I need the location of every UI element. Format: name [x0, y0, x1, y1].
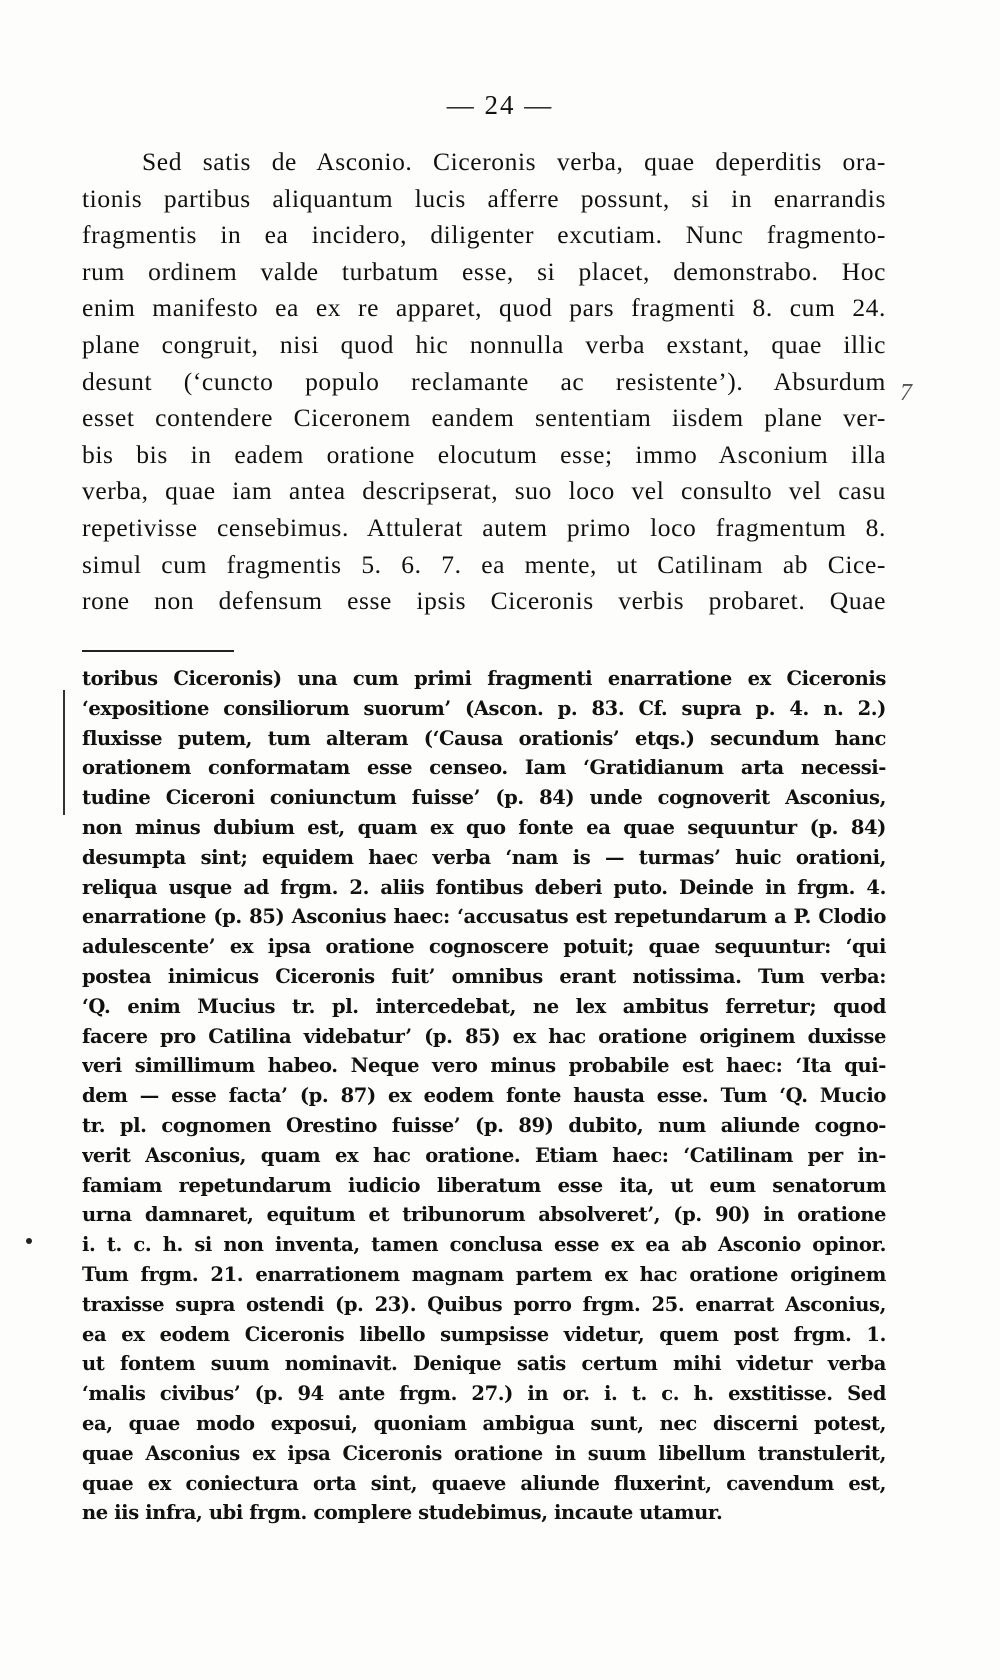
footnote-line: ut fontem suum nominavit. Denique satis certum mihi videtur verba [82, 1352, 886, 1376]
footnote-line: reliqua usque ad frgm. 2. aliis fontibus deberi puto. Deinde in frgm. 4. [82, 875, 886, 899]
footnote-line: dem — esse facta’ (p. 87) ex eodem fonte hausta esse. Tum ‘Q. Mucio [82, 1084, 886, 1108]
footnote-line: quae ex coniectura orta sint, quaeve aliunde fluxerint, cavendum est, [82, 1471, 886, 1495]
main-line: plane congruit, nisi quod hic nonnulla verba exstant, quae illic [82, 329, 886, 359]
main-line: rum ordinem valde turbatum esse, si placet, demonstrabo. Hoc [82, 256, 886, 286]
footnote-line: non minus dubium est, quam ex quo fonte ea quae sequuntur (p. 84) [82, 815, 886, 839]
footnote-line: ea, quae modo exposui, quoniam ambigua sunt, nec discerni potest, [82, 1411, 886, 1435]
footnote-line: orationem conformatam esse censeo. Iam ‘Gratidianum arta necessi- [82, 756, 886, 780]
footnote-line: tudine Ciceroni coniunctum fuisse’ (p. 84) unde cognoverit Asconius, [82, 786, 886, 810]
footnote-line: ‘malis civibus’ (p. 94 ante frgm. 27.) in or. i. t. c. h. exstitisse. Sed [82, 1382, 886, 1406]
page-number: — 24 — [446, 90, 554, 120]
footnote-rule [82, 650, 234, 652]
footnote-line: traxisse supra ostendi (p. 23). Quibus porro frgm. 25. enarrat Asconius, [82, 1292, 886, 1316]
main-line: simul cum fragmentis 5. 6. 7. ea mente, ut Catilinam ab Cice- [82, 549, 886, 579]
main-line: repetivisse censebimus. Attulerat autem primo loco fragmentum 8. [82, 512, 886, 542]
footnote-line: fluxisse putem, tum alteram (‘Causa orationis’ etqs.) secundum hanc [82, 726, 886, 750]
main-line: desunt (‘cuncto populo reclamante ac resistente’). Absurdum [82, 366, 886, 396]
main-line: esset contendere Ciceronem eandem sententiam iisdem plane ver- [82, 403, 886, 433]
main-line: Sed satis de Asconio. Ciceronis verba, quae deperditis ora- [142, 147, 886, 176]
footnote-line: verit Asconius, quam ex hac oratione. Etiam haec: ‘Catilinam per in- [82, 1143, 886, 1167]
main-line: tionis partibus aliquantum lucis afferre possunt, si in enarrandis [82, 183, 886, 213]
margin-bar [63, 690, 65, 815]
footnote-line: famiam repetundarum iudicio liberatum esse ita, ut eum senatorum [82, 1173, 886, 1197]
margin-dot [26, 1238, 32, 1244]
footnote-line: ‘expositione consiliorum suorum’ (Ascon. p. 83. Cf. supra p. 4. n. 2.) [82, 696, 886, 720]
footnote-line: ea ex eodem Ciceronis libello sumpsisse videtur, quem post frgm. 1. [82, 1322, 886, 1346]
footnote-line: postea inimicus Ciceronis fuit’ omnibus erant notissima. Tum verba: [82, 964, 886, 988]
footnote-line: desumpta sint; equidem haec verba ‘nam is — turmas’ huic orationi, [82, 845, 886, 869]
main-line: bis bis in eadem oratione elocutum esse; immo Asconium illa [82, 439, 886, 469]
margin-mark: 7 [900, 380, 912, 406]
footnote-line: ‘Q. enim Mucius tr. pl. intercedebat, ne lex ambitus ferretur; quod [82, 994, 886, 1018]
footnote-line: ne iis infra, ubi frgm. complere studebimus, incaute utamur. [82, 1501, 723, 1525]
footnote-line: i. t. c. h. si non inventa, tamen conclusa esse ex ea ab Asconio opinor. [82, 1233, 886, 1257]
footnote-line: facere pro Catilina videbatur’ (p. 85) ex hac oratione originem duxisse [82, 1024, 886, 1048]
footnote-line: adulescente’ ex ipsa oratione cognoscere potuit; quae sequuntur: ‘qui [82, 935, 886, 959]
footnote-line: toribus Ciceronis) una cum primi fragmenti enarratione ex Ciceronis [82, 667, 886, 690]
footnote-line: enarratione (p. 85) Asconius haec: ‘accusatus est repetundarum a P. Clodio [82, 905, 886, 929]
footnote-line: quae Asconius ex ipsa Ciceronis oratione in suum libellum transtulerit, [82, 1441, 886, 1465]
main-line: enim manifesto ea ex re apparet, quod pars fragmenti 8. cum 24. [82, 293, 886, 323]
main-text-block [82, 144, 886, 620]
main-line: rone non defensum esse ipsis Ciceronis verbis probaret. Quae [82, 586, 886, 616]
footnote-text-block [82, 664, 886, 1528]
footnote-line: urna damnaret, equitum et tribunorum absolveret’, (p. 90) in oratione [82, 1203, 886, 1227]
footnote-line: tr. pl. cognomen Orestino fuisse’ (p. 89) dubito, num aliunde cogno- [82, 1113, 886, 1137]
main-line: fragmentis in ea incidero, diligenter excutiam. Nunc fragmento- [82, 220, 886, 250]
main-line: verba, quae iam antea descripserat, suo loco vel consulto vel casu [82, 476, 886, 506]
footnote-line: veri simillimum habeo. Neque vero minus probabile est haec: ‘Ita qui- [82, 1054, 886, 1078]
footnote-line: Tum frgm. 21. enarrationem magnam partem ex hac oratione originem [82, 1262, 886, 1286]
